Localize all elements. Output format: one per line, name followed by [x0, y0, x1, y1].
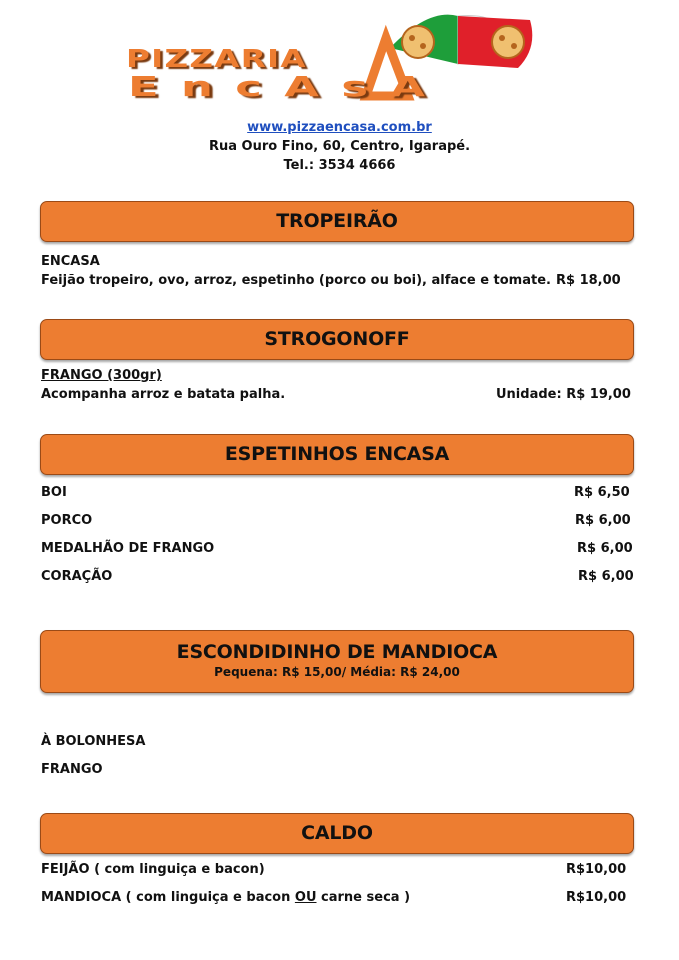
item-description: Feijão tropeiro, ovo, arroz, espetinho (porco ou boi), alface e tomate.	[41, 273, 551, 288]
list-item: FRANGO	[41, 762, 103, 777]
item-name: ENCASA	[41, 254, 100, 269]
section-title: CALDO	[301, 822, 373, 844]
item-price: R$ 18,00	[556, 273, 621, 288]
list-item: FEIJÃO ( com linguiça e bacon)	[41, 862, 265, 877]
section-header-escondidinho	[40, 630, 634, 693]
section-title: ESPETINHOS ENCASA	[224, 443, 450, 465]
list-item: PORCO	[41, 513, 93, 528]
section-title: TROPEIRÃO	[276, 210, 398, 232]
item-name: FRANGO (300gr)	[41, 368, 162, 383]
website-link[interactable]: www.pizzaencasa.com.br	[247, 120, 432, 135]
section-subtitle: Pequena: R$ 15,00/ Média: R$ 24,00	[214, 665, 460, 679]
section-header-espetinhos	[40, 434, 634, 475]
logo-text-encasa: EncAsA	[128, 70, 448, 103]
item-description: Acompanha arroz e batata palha.	[41, 387, 286, 402]
item-name-part: carne seca )	[316, 890, 411, 905]
logo-text-pizzaria: PIZZARIA	[126, 44, 307, 73]
list-item: CORAÇÃO	[41, 569, 113, 584]
item-price: R$ 6,00	[575, 513, 631, 528]
item-name-part: MANDIOCA ( com linguiça e bacon	[41, 890, 295, 905]
pizzaria-logo	[118, 8, 558, 118]
phone-text: Tel.: 3534 4666	[283, 158, 396, 173]
item-price: R$10,00	[566, 862, 627, 877]
item-price: R$ 6,50	[574, 485, 630, 500]
list-item	[41, 890, 410, 905]
address-text: Rua Ouro Fino, 60, Centro, Igarapé.	[208, 139, 471, 154]
list-item: BOI	[41, 485, 67, 500]
item-name-underlined: OU	[294, 890, 317, 905]
section-title: ESCONDIDINHO DE MANDIOCA	[176, 641, 498, 663]
section-title: STROGONOFF	[264, 328, 410, 350]
list-item: MEDALHÃO DE FRANGO	[41, 541, 215, 556]
item-price: R$ 6,00	[577, 541, 633, 556]
section-header-caldo	[40, 813, 634, 854]
item-price: R$10,00	[566, 890, 627, 905]
list-item: À BOLONHESA	[41, 734, 146, 749]
item-price: Unidade: R$ 19,00	[496, 387, 631, 402]
section-header-tropeirao	[40, 201, 634, 242]
section-header-strogonoff	[40, 319, 634, 360]
item-price: R$ 6,00	[578, 569, 634, 584]
